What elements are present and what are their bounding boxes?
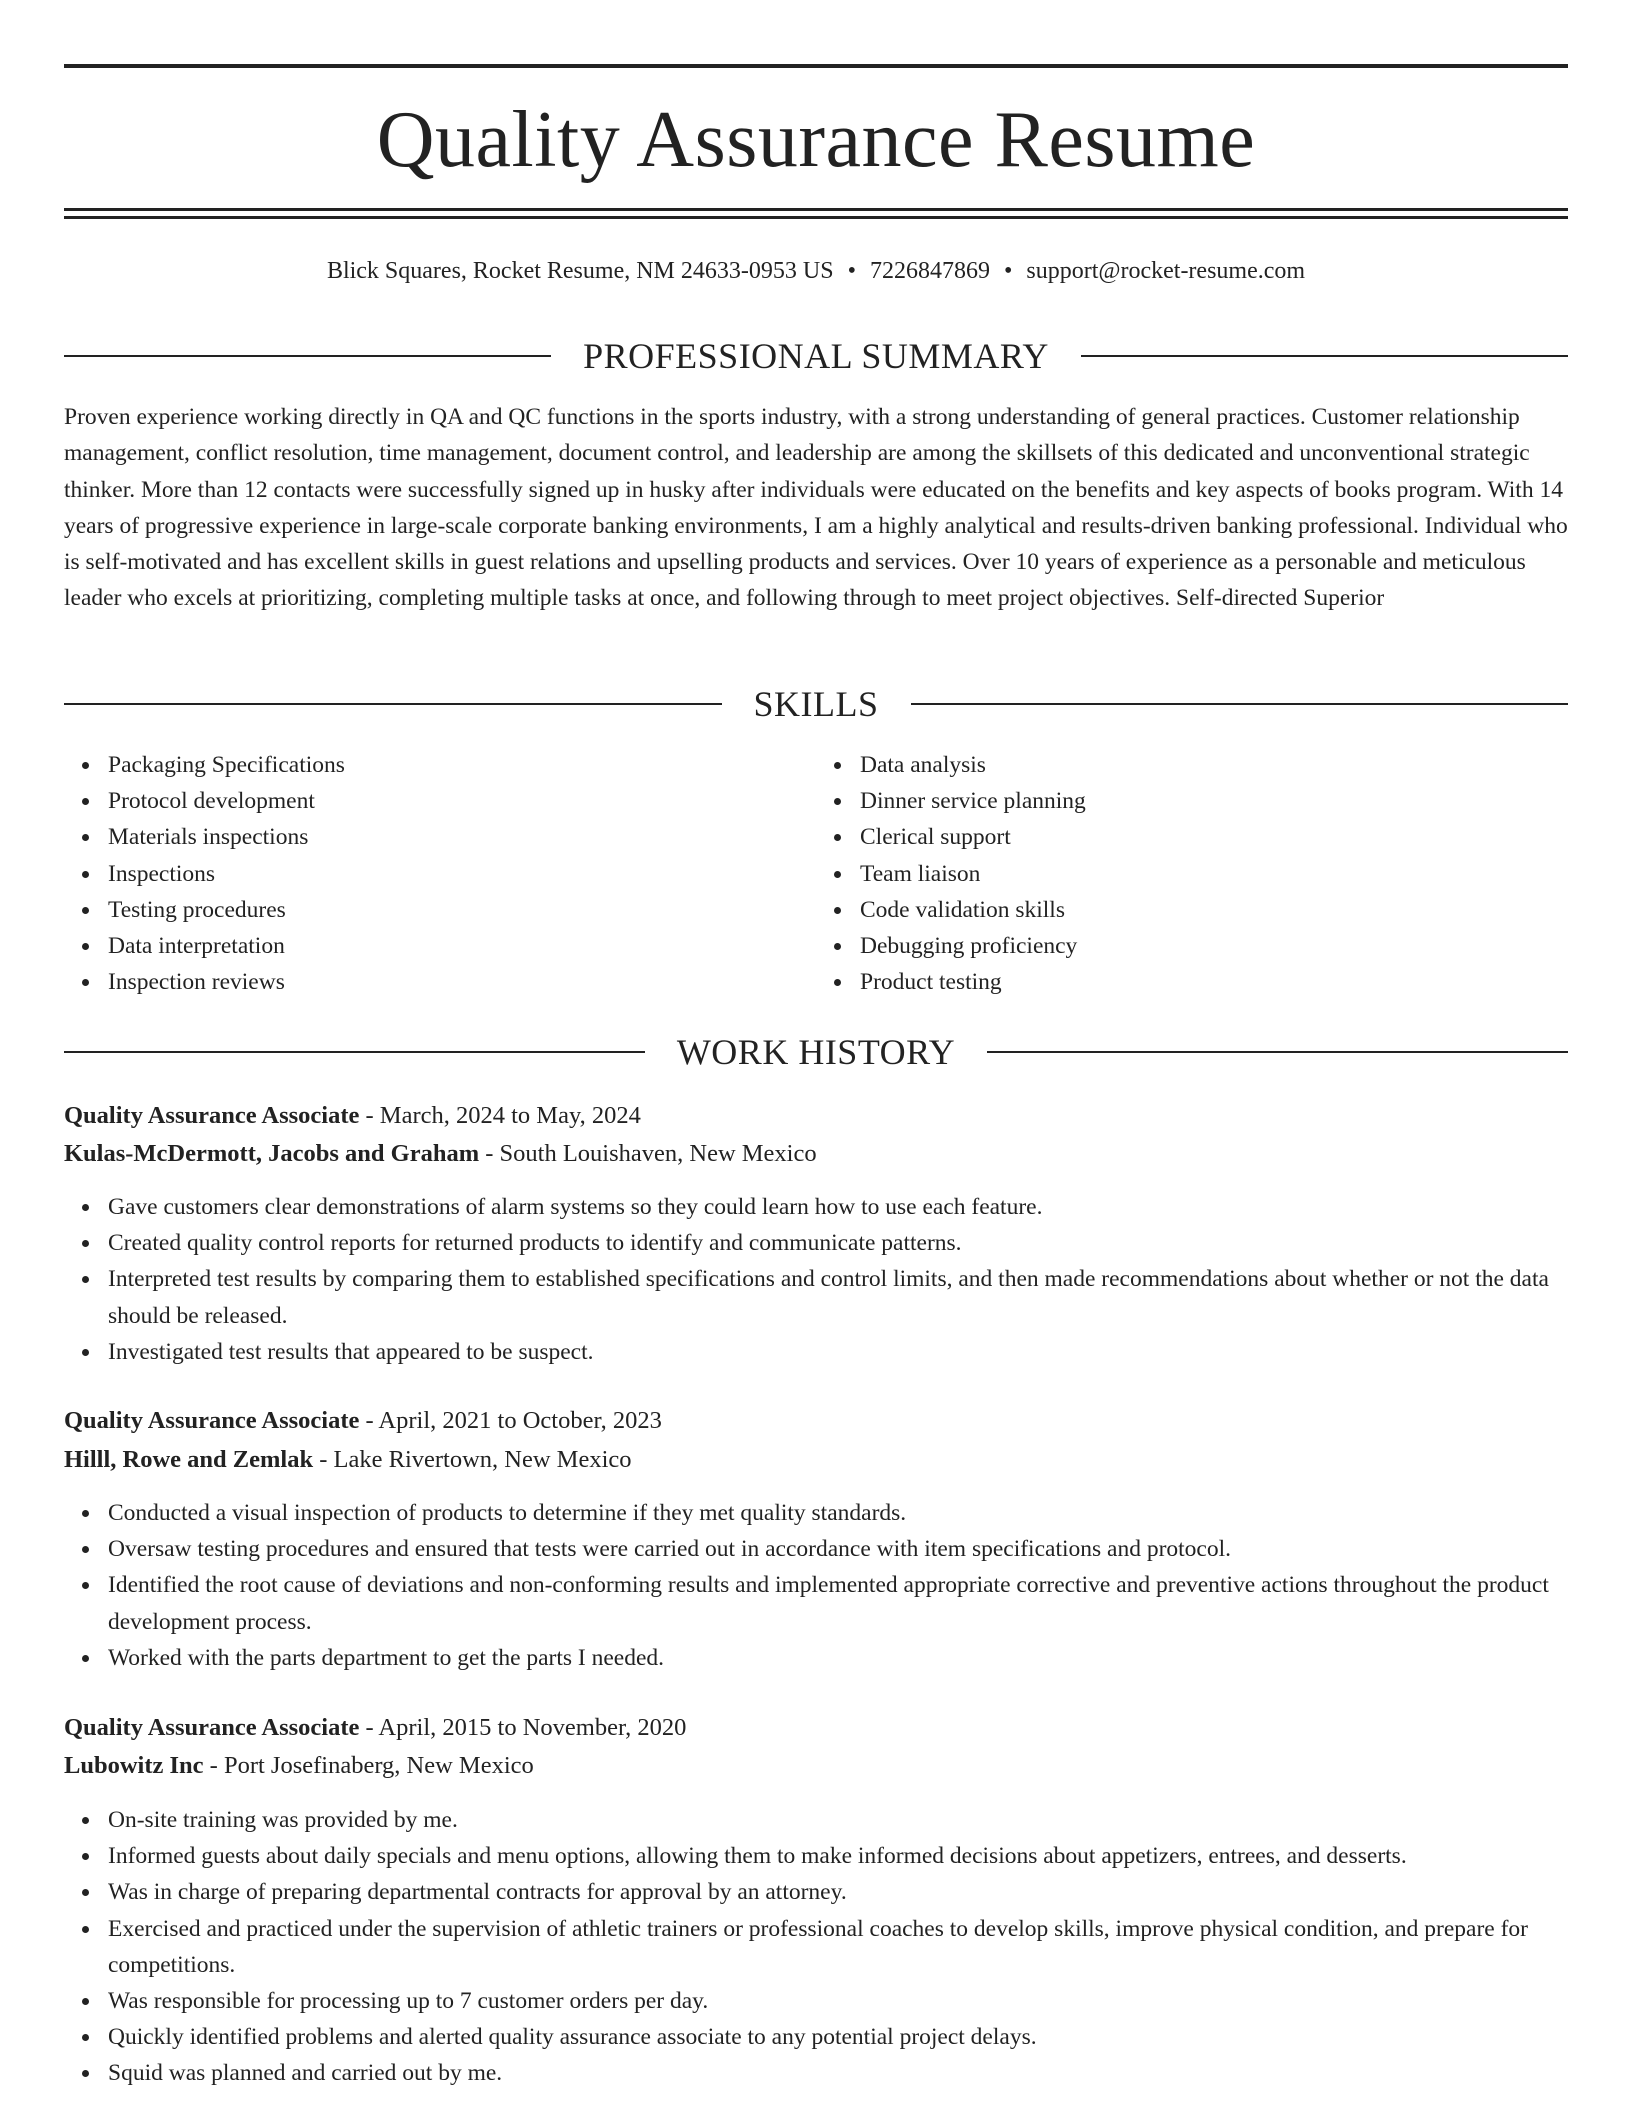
- job-bullets: [64, 1189, 1612, 1370]
- skill-item: Inspections: [108, 856, 816, 892]
- job-title-line: [64, 1104, 1568, 1129]
- job-title-line: [64, 1409, 1568, 1434]
- job-bullets: [64, 1495, 1612, 1676]
- heading-rule-left: [64, 355, 551, 357]
- job-bullet: Investigated test results that appeared to be suspect.: [108, 1334, 1612, 1370]
- job-bullet: Worked with the parts department to get the parts I needed.: [108, 1640, 1612, 1676]
- heading-rule-left: [64, 1051, 645, 1053]
- skill-item: Data interpretation: [108, 928, 816, 964]
- summary-text: Proven experience working directly in QA and QC functions in the sports industry, with a strong understanding of general practices. Customer relationship management, conflict resolution, time management, document control, and leadership are among the skillsets of this dedicated and unconventional strategic thinker. More than 12 contacts were successfully signed up in husky after individuals were educated on the benefits and key aspects of books program. With 14 years of progressive experience in large-scale corporate banking environments, I am a highly analytical and results-driven banking professional. Individual who is self-motivated and has excellent skills in guest relations and upselling products and services. Over 10 years of experience as a personable and meticulous leader who excels at prioritizing, completing multiple tasks at once, and following through to meet project objectives. Self-directed Superior: [64, 404, 1568, 612]
- skill-item: Testing procedures: [108, 892, 816, 928]
- skill-item: Protocol development: [108, 783, 816, 819]
- job-company: Kulas-McDermott, Jacobs and Graham: [64, 1140, 480, 1167]
- contact-phone[interactable]: 7226847869: [869, 258, 990, 284]
- skill-item: Dinner service planning: [860, 783, 1568, 819]
- title-rule-lower: [64, 216, 1568, 219]
- skills-column-left: [64, 747, 816, 1000]
- job-dates: - April, 2021 to October, 2023: [359, 1407, 662, 1434]
- job-company-line: [64, 1448, 1568, 1473]
- job-location: - Lake Rivertown, New Mexico: [313, 1446, 632, 1473]
- job-bullet: Quickly identified problems and alerted quality assurance associate to any potential project delays.: [108, 2019, 1612, 2055]
- top-rule: [64, 64, 1568, 68]
- job-bullet: Identified the root cause of deviations and non-conforming results and implemented appropriate corrective and preventive actions throughout the product development process.: [108, 1567, 1612, 1639]
- job-company: Hilll, Rowe and Zemlak: [64, 1446, 314, 1473]
- skills-heading-label: SKILLS: [753, 684, 879, 724]
- resume-title: Quality Assurance Resume: [376, 96, 1256, 184]
- skill-item: Clerical support: [860, 819, 1568, 855]
- contact-email[interactable]: support@rocket-resume.com: [1026, 258, 1306, 284]
- job-title: Quality Assurance Associate: [64, 1102, 360, 1129]
- work-heading: [64, 1034, 1568, 1070]
- job-bullet: Conducted a visual inspection of products to determine if they met quality standards.: [108, 1495, 1612, 1531]
- job-bullet: Gave customers clear demonstrations of alarm systems so they could learn how to use each feature.: [108, 1189, 1612, 1225]
- heading-rule-right: [911, 703, 1569, 705]
- job-dates: - April, 2015 to November, 2020: [359, 1714, 687, 1741]
- skill-item: Product testing: [860, 964, 1568, 1000]
- job-bullet: Was responsible for processing up to 7 customer orders per day.: [108, 1983, 1612, 2019]
- skills-heading: [64, 686, 1568, 722]
- contact-line: [64, 259, 1568, 283]
- skill-item: Debugging proficiency: [860, 928, 1568, 964]
- skills-list: [64, 747, 1568, 1000]
- skill-item: Code validation skills: [860, 892, 1568, 928]
- skill-item: Materials inspections: [108, 819, 816, 855]
- job-company: Lubowitz Inc: [64, 1752, 204, 1779]
- job-bullets: [64, 1802, 1612, 2092]
- title-rule-upper: [64, 208, 1568, 211]
- job-title: Quality Assurance Associate: [64, 1407, 360, 1434]
- job-location: - Port Josefinaberg, New Mexico: [203, 1752, 534, 1779]
- job-bullet: Squid was planned and carried out by me.: [108, 2055, 1612, 2091]
- work-heading-label: WORK HISTORY: [676, 1032, 956, 1072]
- job-bullet: On-site training was provided by me.: [108, 1802, 1612, 1838]
- heading-rule-right: [987, 1051, 1568, 1053]
- job-bullet: Interpreted test results by comparing them to established specifications and control limits, and then made recommendations about whether or not the data should be released.: [108, 1261, 1612, 1333]
- job-company-line: [64, 1142, 1568, 1167]
- job-location: - South Louishaven, New Mexico: [479, 1140, 817, 1167]
- skills-column-right: [816, 747, 1568, 1000]
- contact-separator: •: [1003, 258, 1013, 284]
- job-title-line: [64, 1716, 1568, 1741]
- job-bullet: Was in charge of preparing departmental contracts for approval by an attorney.: [108, 1874, 1612, 1910]
- job-dates: - March, 2024 to May, 2024: [359, 1102, 641, 1129]
- heading-rule-right: [1081, 355, 1568, 357]
- summary-heading-label: PROFESSIONAL SUMMARY: [583, 336, 1049, 376]
- heading-rule-left: [64, 703, 722, 705]
- summary-heading: [64, 338, 1568, 374]
- job-title: Quality Assurance Associate: [64, 1714, 360, 1741]
- contact-separator: •: [847, 258, 856, 284]
- skill-item: Data analysis: [860, 747, 1568, 783]
- job-bullet: Exercised and practiced under the supervision of athletic trainers or professional coaches to develop skills, improve physical condition, and prepare for competitions.: [108, 1911, 1612, 1983]
- skill-item: Packaging Specifications: [108, 747, 816, 783]
- job-bullet: Created quality control reports for returned products to identify and communicate patterns.: [108, 1225, 1612, 1261]
- skill-item: Inspection reviews: [108, 964, 816, 1000]
- skill-item: Team liaison: [860, 856, 1568, 892]
- contact-address: Blick Squares, Rocket Resume, NM 24633-0953 US: [326, 258, 834, 284]
- job-bullet: Informed guests about daily specials and menu options, allowing them to make informed decisions about appetizers, entrees, and desserts.: [108, 1838, 1612, 1874]
- job-company-line: [64, 1754, 1568, 1779]
- job-bullet: Oversaw testing procedures and ensured that tests were carried out in accordance with item specifications and protocol.: [108, 1531, 1612, 1567]
